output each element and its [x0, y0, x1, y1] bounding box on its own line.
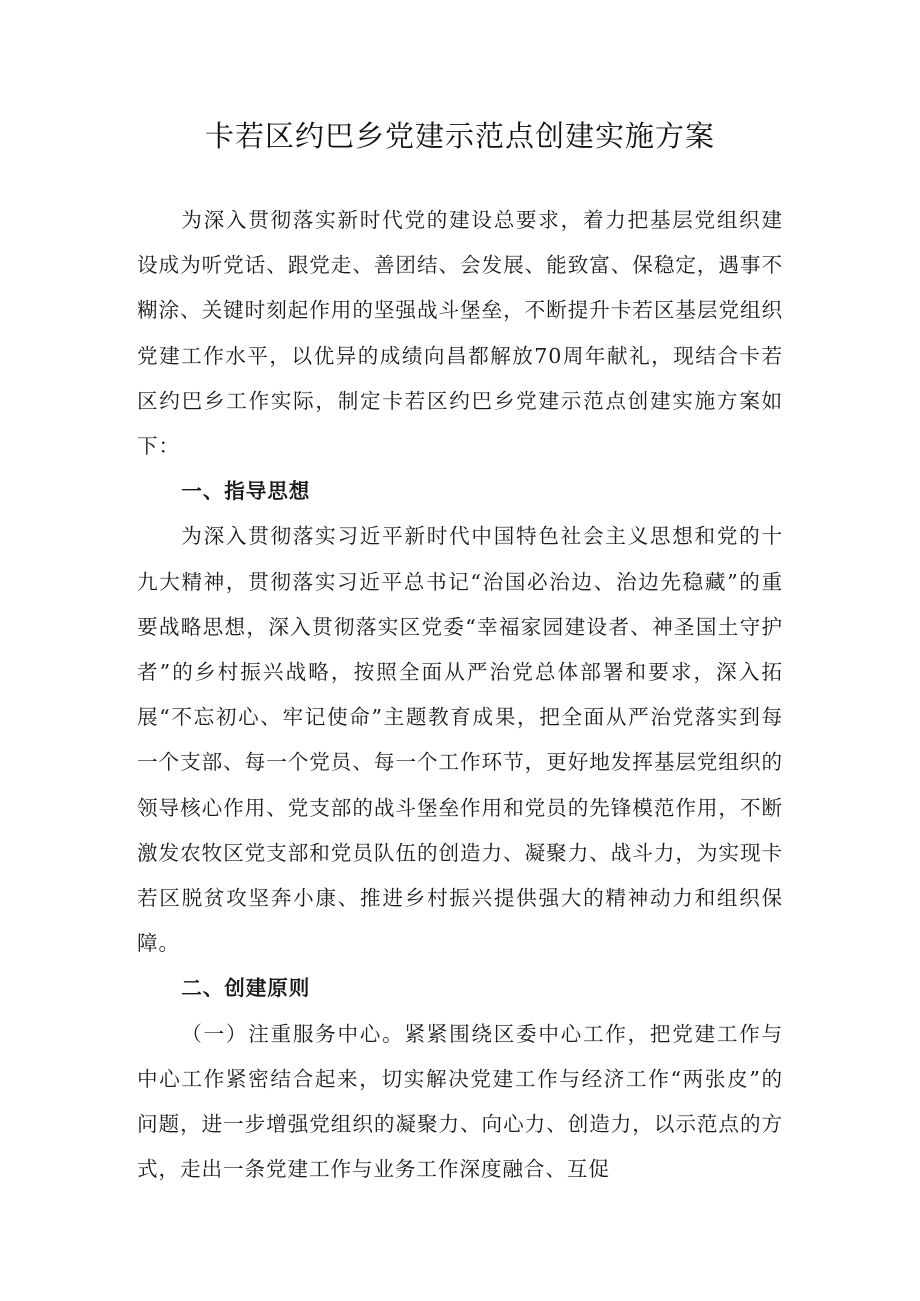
intro-paragraph: 为深入贯彻落实新时代党的建设总要求，着力把基层党组织建设成为听党话、跟党走、善团结、会发展、能致富、保稳定，遇事不糊涂、关键时刻起作用的坚强战斗堡垒，不断提升卡若区基层党组织党建工作水平，以优异的成绩向昌都解放70周年献礼，现结合卡若区约巴乡工作实际，制定卡若区约巴乡党建示范点创建实施方案如下： — [137, 208, 783, 459]
guiding-thought-paragraph: 为深入贯彻落实习近平新时代中国特色社会主义思想和党的十九大精神，贯彻落实习近平总书记“治国必治边、治边先稳藏”的重要战略思想，深入贯彻落实区党委“幸福家园建设者、神圣国土守护者”的乡村振兴战略，按照全面从严治党总体部署和要求，深入拓展“不忘初心、牢记使命”主题教育成果，把全面从严治党落实到每一个支部、每一个党员、每一个工作环节，更好地发挥基层党组织的领导核心作用、党支部的战斗堡垒作用和党员的先锋模范作用，不断激发农牧区党支部和党员队伍的创造力、凝聚力、战斗力，为实现卡若区脱贫攻坚奔小康、推进乡村振兴提供强大的精神动力和组织保障。 — [137, 524, 783, 956]
document-body — [137, 198, 783, 1192]
section-heading-guiding-thought: 一、指导思想 — [181, 479, 311, 504]
section-heading-principles: 二、创建原则 — [181, 976, 311, 1001]
principles-paragraph: （一）注重服务中心。紧紧围绕区委中心工作，把党建工作与中心工作紧密结合起来，切实解决党建工作与经济工作“两张皮”的问题，进一步增强党组织的凝聚力、向心力、创造力，以示范点的方式，走出一条党建工作与业务工作深度融合、互促 — [137, 1021, 783, 1182]
document-title: 卡若区约巴乡党建示范点创建实施方案 — [204, 119, 715, 153]
